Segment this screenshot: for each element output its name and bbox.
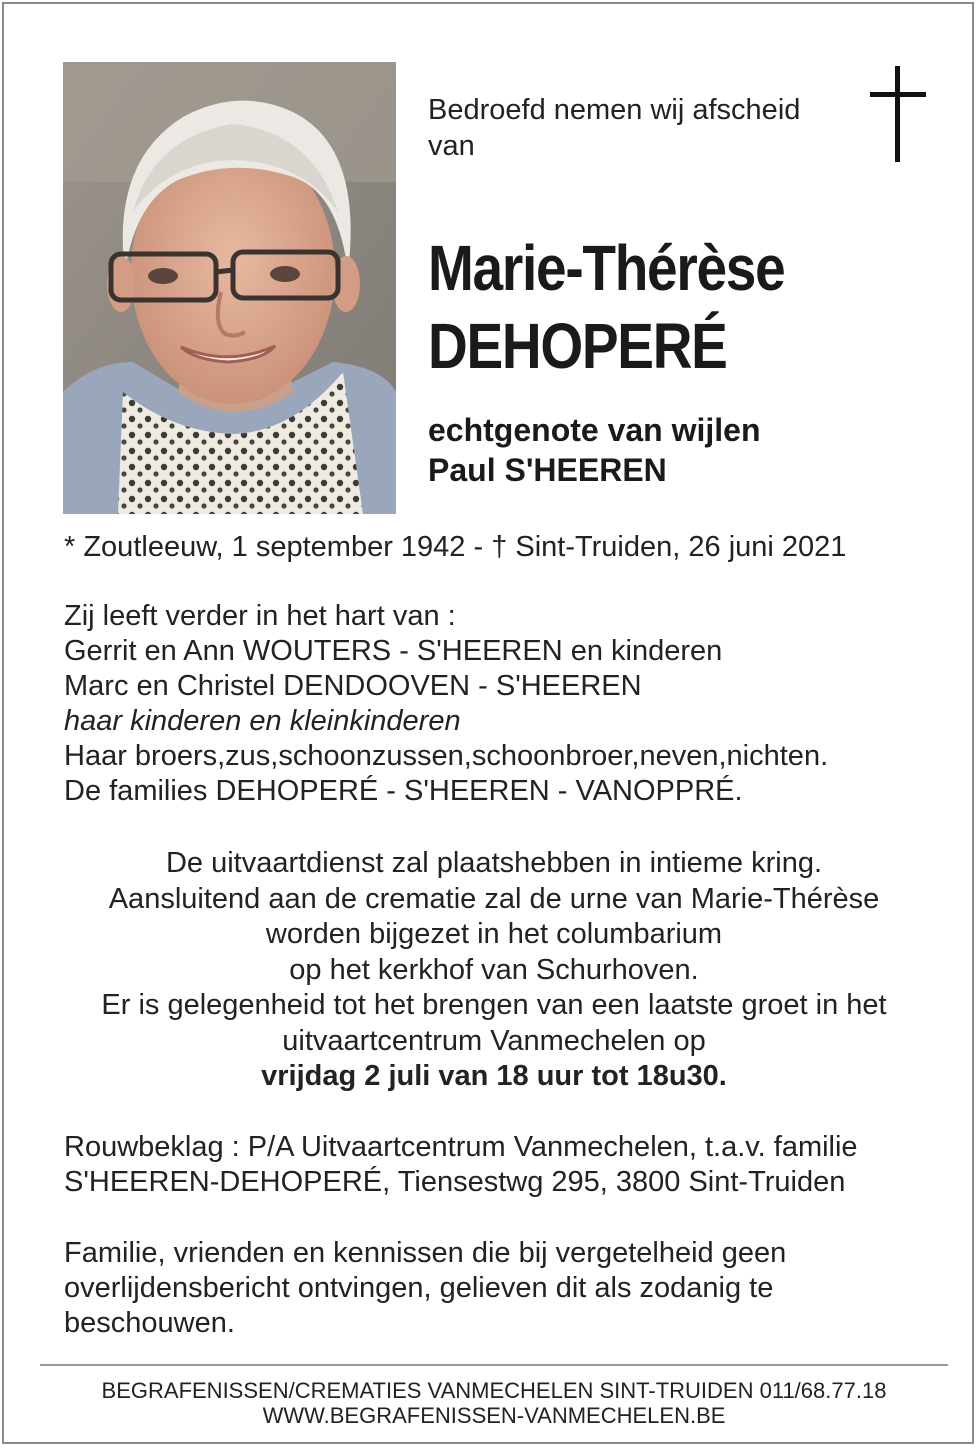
footer [44,1378,944,1428]
service-info [44,846,944,1095]
footer-divider [40,1364,948,1366]
survivors-heading: Zij leeft verder in het hart van : [64,600,456,632]
cross-icon [870,66,926,162]
visit-time: vrijdag 2 juli van 18 uur tot 18u30. [261,1060,727,1092]
condolence-line: S'HEEREN-DEHOPERÉ, Tiensestwg 295, 3800 Sint-Truiden [64,1166,846,1198]
survivor-line: Haar broers,zus,schoonzussen,schoonbroer,neven,nichten. [64,740,829,772]
notice-line: Familie, vrienden en kennissen die bij vergetelheid geen [64,1237,787,1269]
last-name: DEHOPERÉ [428,310,727,382]
first-name: Marie-Thérèse [428,232,785,304]
footer-company: BEGRAFENISSEN/CREMATIES VANMECHELEN SINT-TRUIDEN 011/68.77.18 [101,1378,887,1403]
deceased-name [428,229,875,385]
survivor-line: Gerrit en Ann WOUTERS - S'HEEREN en kinderen [64,635,723,667]
service-line: Er is gelegenheid tot het brengen van een laatste groet in het [101,989,887,1021]
survivor-line-italic: haar kinderen en kleinkinderen [64,705,461,737]
spouse-text [428,410,928,490]
survivor-line: Marc en Christel DENDOOVEN - S'HEEREN [64,670,642,702]
survivors-list [64,599,944,809]
portrait-illustration [63,62,396,514]
intro-line: van [428,130,475,162]
intro-line: Bedroefd nemen wij afscheid [428,94,801,126]
service-line: worden bijgezet in het columbarium [265,918,723,950]
survivor-line: De families DEHOPERÉ - S'HEEREN - VANOPPRÉ. [64,775,743,807]
notice-line: beschouwen. [64,1307,235,1339]
intro-text [428,92,848,164]
spouse-line: echtgenote van wijlen [428,412,761,448]
service-line: De uitvaartdienst zal plaatshebben in intieme kring. [165,847,823,879]
portrait-photo [63,62,396,514]
notice-line: overlijdensbericht ontvingen, gelieven dit als zodanig te [64,1272,774,1304]
service-line: uitvaartcentrum Vanmechelen op [282,1024,706,1057]
spouse-line: Paul S'HEEREN [428,452,667,488]
condolence-address [64,1130,944,1200]
condolence-line: Rouwbeklag : P/A Uitvaartcentrum Vanmechelen, t.a.v. familie [64,1131,858,1163]
footer-website: WWW.BEGRAFENISSEN-VANMECHELEN.BE [262,1403,726,1428]
service-line: Aansluitend aan de crematie zal de urne van Marie-Thérèse [108,882,880,915]
notice-text [64,1236,944,1341]
service-line: op het kerkhof van Schurhoven. [289,953,699,986]
obituary-card [2,2,974,1444]
birth-death-dates: * Zoutleeuw, 1 september 1942 - † Sint-Truiden, 26 juni 2021 [64,531,847,563]
